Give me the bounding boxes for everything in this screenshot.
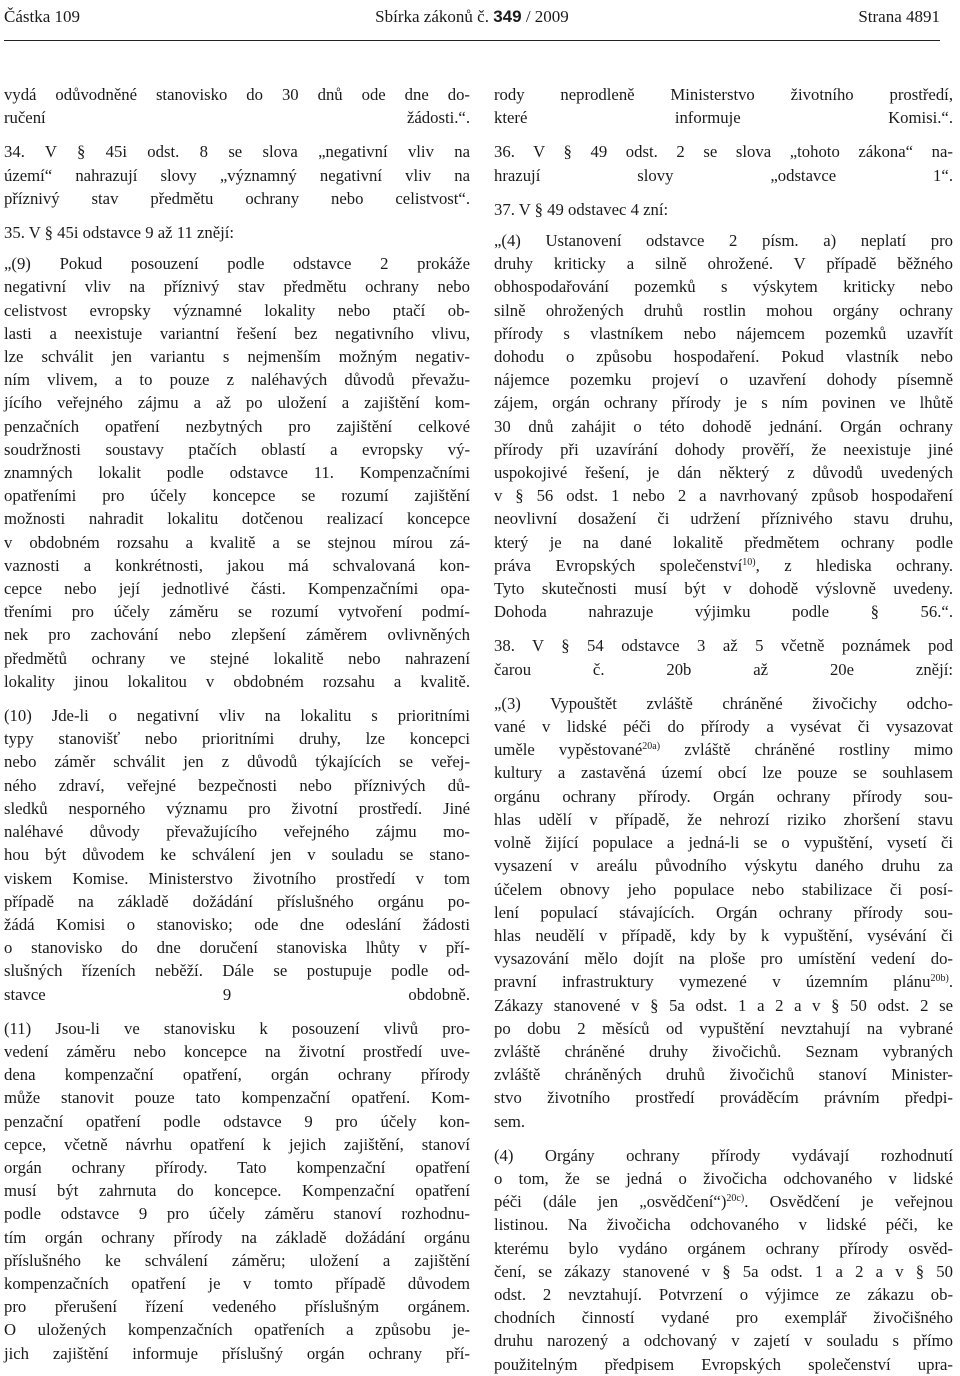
paragraph: 36. V § 49 odst. 2 se slova „tohoto zákona“ na- hrazují slovy „odstavce 1“. xyxy=(494,142,953,185)
text-run: (4) Orgány ochrany přírody vydávají rozhodnutí o tom, že se jedná o živočicha odchovaného v lidské péči (dále jen „osvědčení“) xyxy=(494,1145,953,1212)
text-run: zvláště chráněné rostliny mimo kultury a zastavěná území obcí lze pouze se souhlasem orgánu ochrany přírody. Orgán ochrany přírody sou- hlas udělí v případě, že nehrozí riziko zhoršení stavu volně žijící populace a jedná-li se o vypuštění, vysetí či vysazení v areálu původního výskytu daného druhu za účelem obnovy jeho populace nebo stabilizace či posí- lení populací stávajících. Orgán ochrany přírody sou- hlas neudělí v případě, kdy by k vypuštění, vysévání či vysazování mělo dojít na ploše pro umístění vedení do- pravní infrastruktury vymezené v územním plánu xyxy=(494,740,953,992)
text-run: „(4) Ustanovení odstavce 2 písm. a) neplatí pro druhy kriticky a silně ohrožené. V případě běžného obhospodařování pozemků s výskytem kriticky nebo silně ohrožených druhů rostlin mohou orgány ochrany přírody s vlastníkem nebo nájemcem pozemků uzavřít dohodu o způsobu hospodaření. Pokud vlastník nebo nájemce pozemku projeví o uzavření dohody písemně zájem, orgán ochrany přírody je s ním povinen ve lhůtě 30 dnů zahájit o této dohodě jednání. Orgán ochrany přírody při uzavírání dohody prověří, že neexistuje jiné uspokojivé řešení, je dán některý z důvodů uvedených v § 56 odst. 1 nebo 2 a navrhovaný způsob hospodaření neovlivní dosažení či udržení příznivého stavu druhu, který je na dané lokalitě předmětem ochrany podle práva Evropských společenství xyxy=(494,231,953,575)
law-number: 349 xyxy=(493,7,522,26)
issue-number: Částka 109 xyxy=(4,7,81,26)
right-column xyxy=(494,83,953,1376)
paragraph: 37. V § 49 odstavec 4 zní: xyxy=(494,199,669,219)
left-column xyxy=(4,83,470,1365)
footnote-ref: 20a) xyxy=(642,741,661,753)
paragraph: „(9) Pokud posouzení podle odstavce 2 prokáže negativní vliv na příznivý stav předmětu ochrany nebo celistvost evropsky významné lokality nebo ptačí ob- lasti a neexistuje variantní řešení bez negativního vlivu, lze schválit jen variantu s nejmenším možným negativ- ním vlivem, a to pouze z naléhavých důvodů převažu- jícího veřejného zájmu a až po uložení a zajištění kom- penzačních opatření nezbytných pro zajištění celkové soudržnosti soustavy ptačích oblastí a evropsky vý- znamných lokalit podle odstavce 11. Kompenzačními opatřeními pro účely koncepce se rozumí zajištění možnosti nahradit lokalitu dotčenou realizací koncepce v obdobném rozsahu a kvalitě a se stejnou mírou zá- vaznosti a konkrétnosti, jakou má schvalovaná kon- cepce nebo její jednotlivé části. Kompenzačními opa- třeními pro účely záměru se rozumí vytvoření podmí- nek pro zachování nebo zlepšení záměrem ovlivněných předmětů ochrany ve stejné lokalitě nebo nahrazení lokality jinou lokalitou v obdobném rozsahu a kvalitě. xyxy=(4,254,470,691)
page-header xyxy=(4,6,940,32)
paragraph: (10) Jde-li o negativní vliv na lokalitu s prioritními typy stanovišť nebo prioritními druhy, lze koncepci nebo záměr schválit jen z důvodů týkajících se veřej- ného zdraví, veřejné bezpečnosti nebo příznivých dů- sledků nesporného významu pro životní prostředí. Jiné naléhavé důvody převažujícího veřejného zájmu mo- hou být důvodem ke schválení jen v souladu se stano- viskem Komise. Ministerstvo životního prostředí v tom případě na základě dožádání příslušného orgánu po- žádá Komisi o stanovisko; ode dne odeslání žádosti o stanovisko do dne doručení stanoviska lhůty v pří- slušných řízeních neběží. Dále se postupuje podle od- stavce 9 obdobně. xyxy=(4,706,470,1004)
footnote-ref: 20b) xyxy=(930,973,949,985)
paragraph: 38. V § 54 odstavce 3 až 5 včetně poznámek pod čarou č. 20b až 20e znějí: xyxy=(494,636,953,679)
paragraph xyxy=(494,229,953,623)
text-run: . Osvědčení je veřejnou listinou. Na živočicha odchovaného v lidské péči, ke kterému bylo vydáno orgánem ochrany přírody osvěd- čení, se zákazy stanovené v § 5a odst. 1 a 2 a v § 50 odst. 2 nevztahují. Potvrzení o výjimce ze zákazu ob- chodních činností vydané pro exemplář živočišného druhu narozený a odchovaný v zajetí v souladu s přímo použitelným předpisem Evropských společenství upra- xyxy=(494,1192,953,1374)
text-run: „(3) Vypouštět zvláště chráněné živočichy odcho- vané v lidské péči do přírody a vysévat či vysazovat uměle vypěstované xyxy=(494,693,953,760)
header-divider xyxy=(4,40,940,41)
collection-title xyxy=(4,6,940,28)
paragraph xyxy=(494,1144,953,1376)
paragraph: (11) Jsou-li ve stanovisku k posouzení vlivů pro- vedení záměru nebo koncepce na životní prostředí uve- dena kompenzační opatření, orgán ochrany přírody může stanovit pouze tato kompenzační opatření. Kom- penzační opatření podle odstavce 9 pro účely kon- cepce, včetně návrhu opatření k jejich zajištění, stanoví orgán ochrany přírody. Tato kompenzační opatření musí být zahrnuta do koncepce. Kompenzační opatření podle odstavce 9 pro účely záměru stanoví rozhodnu- tím orgán ochrany přírody na základě dožádání orgánu příslušného ke schválení záměru; uložení a zajištění kompenzačních opatření je v tomto případě důvodem pro přerušení řízení vedeného příslušným orgánem. O uložených kompenzačních opatřeních a způsobu je- jich zajištění informuje příslušný orgán ochrany pří- xyxy=(4,1018,470,1363)
page-number: Strana 4891 xyxy=(858,7,940,26)
collection-prefix: Sbírka zákonů č. xyxy=(375,7,489,26)
paragraph: vydá odůvodněné stanovisko do 30 dnů ode dne do- ručení žádosti.“. xyxy=(4,85,470,128)
collection-year: / 2009 xyxy=(525,7,569,26)
paragraph: 35. V § 45i odstavce 9 až 11 znějí: xyxy=(4,223,235,243)
paragraph: rody neprodleně Ministerstvo životního prostředí, které informuje Komisi.“. xyxy=(494,85,953,128)
text-run: , z hlediska ochrany. Tyto skutečnosti musí být v dohodě výslovně uvedeny. Dohoda nahrazuje výjimku podle § 56.“. xyxy=(494,555,954,622)
footnote-ref: 20c) xyxy=(726,1193,745,1205)
text-run: . Zákazy stanovené v § 5a odst. 1 a 2 a v § 50 odst. 2 se po dobu 2 měsíců od vypuštění nevztahují na vybrané zvláště chráněné druhy živočichů. Seznam vybraných zvláště chráněných druhů živočichů stanoví Minister- stvo životního prostředí prováděcím právním předpi- sem. xyxy=(494,972,953,1131)
paragraph xyxy=(494,692,953,1133)
paragraph: 34. V § 45i odst. 8 se slova „negativní vliv na území“ nahrazují slovy „významný negativní vliv na příznivý stav předmětu ochrany nebo celistvost“. xyxy=(4,142,470,208)
footnote-ref: 10) xyxy=(742,556,756,568)
